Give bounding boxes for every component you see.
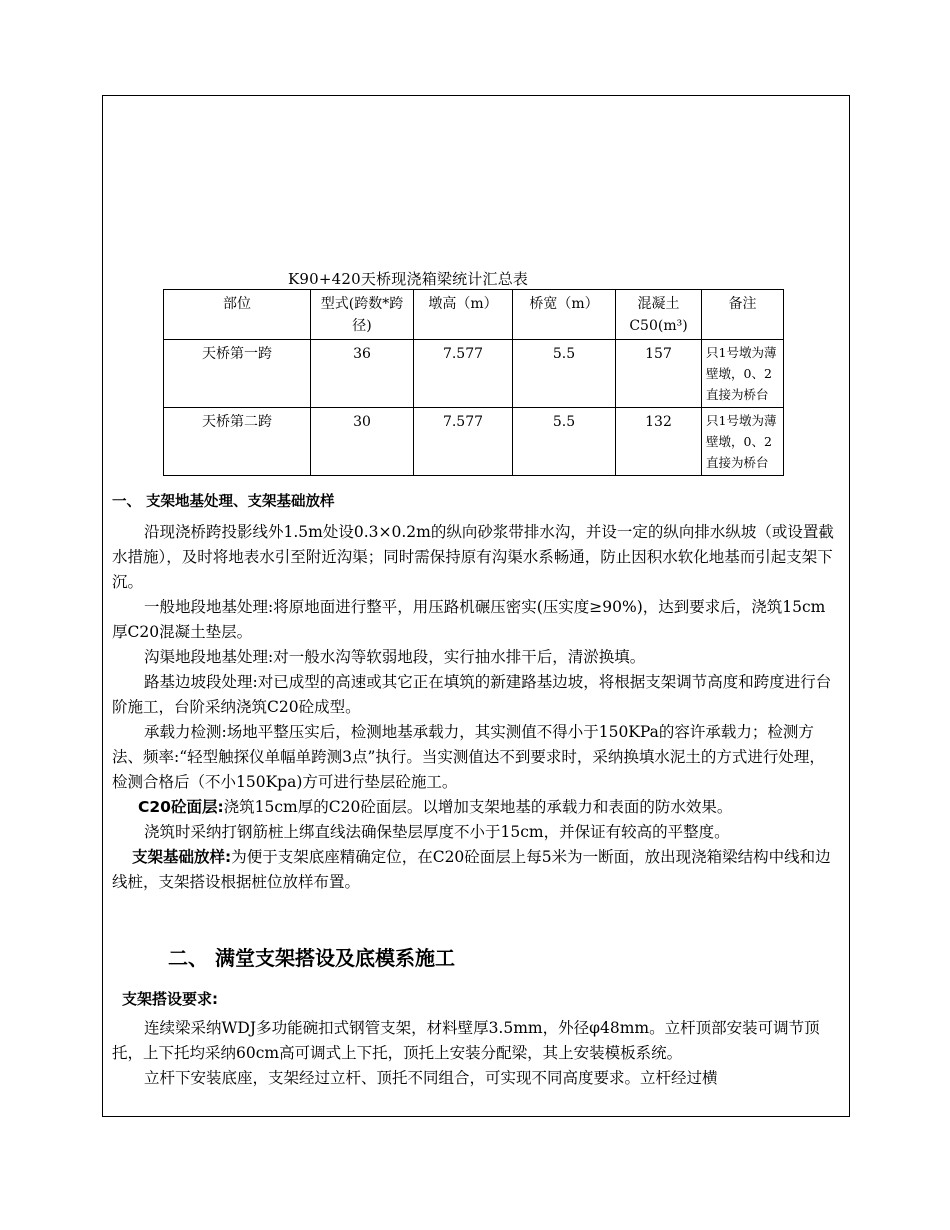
cell-concrete: 157 [616,340,702,408]
paragraph: 沟渠地段地基处理:对一般水沟等软弱地段，实行抽水排干后，清淤换填。 [144,648,646,666]
c20-text: 浇筑15cm厚的C20砼面层。以增加支架地基的承载力和表面的防水效果。 [223,798,733,816]
cell-type: 36 [311,340,414,408]
header-width: 桥宽（m） [513,290,616,340]
header-concrete: 混凝土C50(m³) [616,290,702,340]
cell-concrete: 132 [616,408,702,476]
cell-part: 天桥第一跨 [164,340,311,408]
cell-type: 30 [311,408,414,476]
header-pier-height: 墩高（m） [414,290,513,340]
section1-heading: 一、 支架地基处理、支架基础放样 [112,494,335,510]
layout-text: 为便于支架底座精确定位，在C20砼面层上每5米为一断面，放出现浇箱梁结构中线和边线桩，支架搭设根据桩位放样布置。 [112,848,831,891]
cell-part: 天桥第二跨 [164,408,311,476]
cell-note: 只1号墩为薄壁墩，0、2直接为桥台 [702,340,784,408]
header-part: 部位 [164,290,311,340]
layout-label: 支架基础放样: [132,848,232,866]
paragraph-c20 [112,795,840,820]
header-note: 备注 [702,290,784,340]
paragraph: 连续梁采纳WDJ多功能碗扣式钢管支架，材料壁厚3.5mm，外径φ48mm。立杆顶部安装可调节顶托，上下托均采纳60cm高可调式上下托，顶托上安装分配梁，其上安装模板系统。 [112,1019,820,1062]
cell-pier-height: 7.577 [414,408,513,476]
cell-note: 只1号墩为薄壁墩，0、2直接为桥台 [702,408,784,476]
header-type: 型式(跨数*跨径) [311,290,414,340]
table-header-row [164,290,784,340]
cell-width: 5.5 [513,408,616,476]
section2-subheading: 支架搭设要求: [122,990,218,1008]
table-row [164,340,784,408]
section1-body [112,520,840,895]
paragraph: 路基边坡段处理:对已成型的高速或其它正在填筑的新建路基边坡，将根据支架调节高度和跨度进行台阶施工，台阶采纳浇筑C20砼成型。 [112,673,832,716]
c20-label: C20砼面层: [138,798,224,816]
paragraph: 浇筑时采纳打钢筋桩上绑直线法确保垫层厚度不小于15cm，并保证有较高的平整度。 [144,823,730,841]
paragraph: 沿现浇桥跨投影线外1.5m处设0.3×0.2m的纵向砂浆带排水沟，并设一定的纵向排水纵坡（或设置截水措施），及时将地表水引至附近沟渠；同时需保持原有沟渠水系畅通，防止因积水软化地基而引起支架下沉。 [112,523,834,591]
paragraph-layout [112,845,840,895]
table-row [164,408,784,476]
section2-heading: 二、 满堂支架搭设及底模系施工 [168,946,455,970]
table-title: K90+420天桥现浇箱梁统计汇总表 [288,270,529,288]
paragraph: 一般地段地基处理:将原地面进行整平，用压路机碾压密实(压实度≥90%)，达到要求后，浇筑15cm厚C20混凝土垫层。 [112,598,826,641]
cell-pier-height: 7.577 [414,340,513,408]
paragraph: 承载力检测:场地平整压实后，检测地基承载力，其实测值不得小于150KPa的容许承载力；检测方法、频率:“轻型触探仪单幅单跨测3点”执行。当实测值达不到要求时，采纳换填水泥土的方式进行处理，检测合格后（不小150Kpa)方可进行垫层砼施工。 [112,723,825,791]
cell-width: 5.5 [513,340,616,408]
section2-body [112,1016,840,1091]
paragraph: 立杆下安装底座，支架经过立杆、顶托不同组合，可实现不同高度要求。立杆经过横 [144,1069,718,1087]
summary-table [163,289,784,476]
